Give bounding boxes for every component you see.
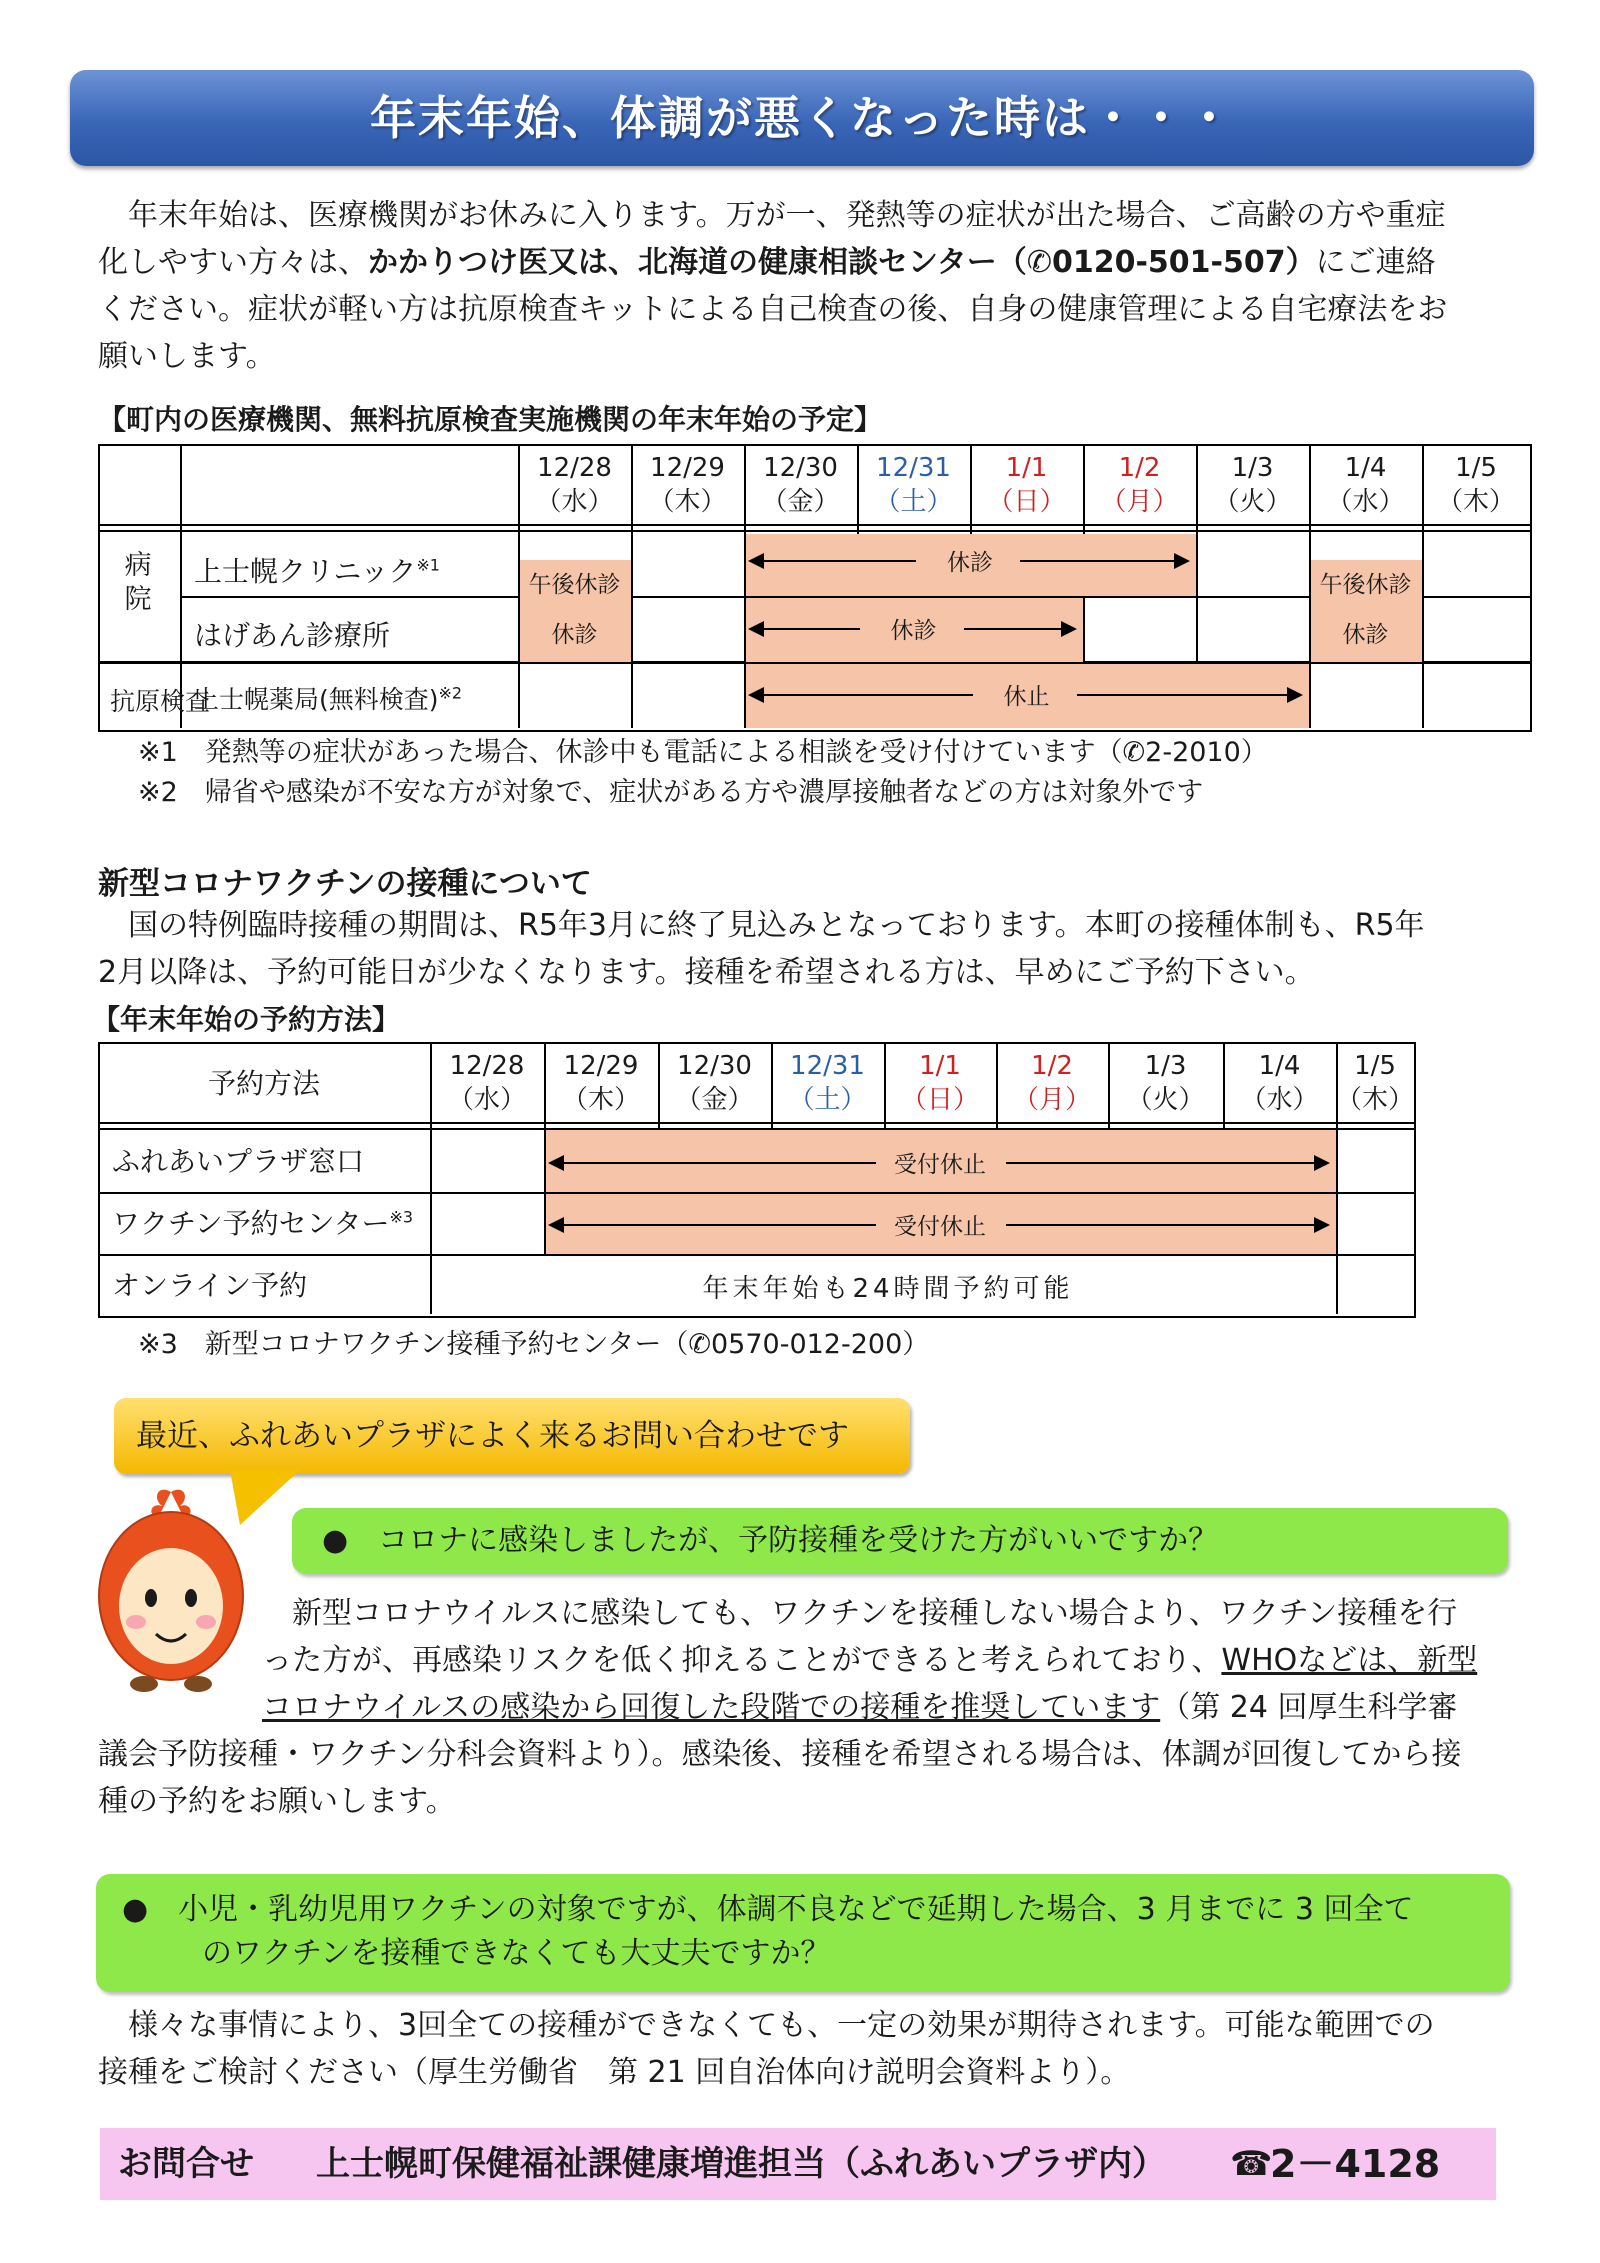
schedule-note-2: ※2 帰省や感染が不安な方が対象で、症状がある方や濃厚接触者などの方は対象外です <box>138 777 1204 808</box>
facility-note-mark: ※1 <box>416 555 440 575</box>
method-name-text: ワクチン予約センター <box>112 1207 390 1240</box>
date-header: 1/1 <box>1005 453 1048 483</box>
schedule-note-1: ※1 発熱等の症状があった場合、休診中も電話による相談を受け付けています（✆2-2010） <box>138 737 1268 768</box>
method-name <box>112 1264 307 1304</box>
date-header: 12/28 <box>449 1051 525 1081</box>
intro-line: 化しやすい方々は、かかりつけ医又は、北海道の健康相談センター（✆0120-501-507）にご連絡 <box>98 245 1436 280</box>
date-header: 1/1 <box>919 1051 961 1081</box>
date-header: 12/31 <box>876 453 951 483</box>
answer-1-bottom: 議会予防接種・ワクチン分科会資料より）。感染後、接種を希望される場合は、体調が回復してから接 種の予約をお願いします。 <box>98 1737 1462 1819</box>
answer-2: 様々な事情により、3回全ての接種ができなくても、一定の効果が期待されます。可能な範囲での 接種をご検討ください（厚生労働省 第 21 回自治体向け説明会資料より）。 <box>98 2008 1435 2090</box>
faq-callout: 最近、ふれあいプラザによく来るお問い合わせです <box>114 1398 910 1474</box>
facility-name-text: はげあん診療所 <box>194 619 391 652</box>
date-header: 1/4 <box>1344 453 1387 483</box>
date-header: 12/30 <box>763 453 838 483</box>
day-header: （水） <box>447 1085 526 1115</box>
arrow-left <box>750 694 973 696</box>
date-header: 1/3 <box>1231 453 1274 483</box>
day-header: （水） <box>1326 487 1405 517</box>
facility-name-text: 上士幌薬局(無料検査) <box>194 685 439 714</box>
method-name-text: ふれあいプラザ窓口 <box>112 1145 365 1178</box>
day-header: （日） <box>987 487 1066 517</box>
arrow-left <box>750 628 860 630</box>
date-header: 12/29 <box>650 453 725 483</box>
date-header: 12/28 <box>537 453 612 483</box>
date-header: 1/3 <box>1144 1051 1187 1081</box>
facility-name <box>194 680 462 716</box>
schedule-heading: 【町内の医療機関、無料抗原検査実施機関の年末年始の予定】 <box>98 403 883 436</box>
table-header-line <box>98 1122 1414 1124</box>
vaccine-heading: 新型コロナワクチンの接種について <box>98 866 592 902</box>
day-header: （金） <box>761 487 840 517</box>
vaccine-paragraph: 国の特例臨時接種の期間は、R5年3月に終了見込みとなっております。本町の接種体制も、R5年 2月以降は、予約可能日が少なくなります。接種を希望される方は、早めにご予約下さい。 <box>98 908 1425 990</box>
date-header: 1/5 <box>1354 1051 1396 1081</box>
day-header: （土） <box>874 487 953 517</box>
arrow-left <box>550 1224 876 1226</box>
phone-icon: ✆ <box>688 1329 711 1360</box>
reception-closed-label: 受付休止 <box>894 1214 986 1240</box>
method-note-mark: ※3 <box>389 1207 414 1227</box>
question-2-bar: ● 小児・乳幼児用ワクチンの対象ですが、体調不良などで延期した場合、3 月までに 3 回全て のワクチンを接種できなくても大丈夫ですか？ <box>96 1874 1510 1992</box>
arrow-right <box>1020 560 1188 562</box>
table-row-line <box>98 1254 1414 1256</box>
day-header: （水） <box>535 487 614 517</box>
mascot-icon <box>86 1484 256 1696</box>
arrow-right <box>1077 694 1302 696</box>
facility-name <box>194 550 440 590</box>
facility-name-text: 上士幌クリニック <box>194 555 417 588</box>
closed-label: 休診 <box>947 550 993 576</box>
date-header: 12/31 <box>790 1051 865 1081</box>
day-header: （日） <box>900 1085 979 1115</box>
intro-line: 願いします。 <box>98 339 276 374</box>
closed-label: 休診 <box>890 618 937 644</box>
closed-label: 休診 <box>1342 622 1389 648</box>
clinic-schedule-table <box>98 444 1530 730</box>
phone-icon: ✆ <box>1122 737 1146 768</box>
phone-icon: ✆ <box>1026 245 1052 280</box>
reservation-table <box>98 1042 1414 1316</box>
intro-paragraph <box>98 192 1538 380</box>
afternoon-closed-label: 午後休診 <box>528 572 621 598</box>
arrow-left <box>550 1162 876 1164</box>
method-name <box>112 1202 413 1242</box>
day-header: （火） <box>1126 1085 1205 1115</box>
contact-footer: お問合せ 上士幌町保健福祉課健康増進担当（ふれあいプラザ内） ☎ 2－4128 <box>100 2128 1496 2200</box>
online-availability: 年末年始も24時間予約可能 <box>702 1274 1074 1304</box>
reservation-note: ※3 新型コロナワクチン接種予約センター（✆0570-012-200） <box>138 1329 930 1360</box>
telephone-icon: ☎ <box>1230 2144 1273 2184</box>
page-title-banner: 年末年始、体調が悪くなった時は・・・ <box>70 70 1534 166</box>
arrow-right <box>1006 1162 1328 1164</box>
reception-closed-label: 受付休止 <box>894 1152 986 1178</box>
table-col-line <box>1336 1256 1338 1260</box>
facility-name <box>194 614 390 654</box>
group-test-label: 抗原検査 <box>110 687 211 716</box>
table-header-line <box>98 524 1530 526</box>
method-name <box>112 1140 364 1180</box>
intro-line: ください。症状が軽い方は抗原検査キットによる自己検査の後、自身の健康管理による自宅療法をお <box>98 292 1448 327</box>
day-header: （月） <box>1100 487 1179 517</box>
date-header: 1/2 <box>1118 453 1161 483</box>
day-header: （月） <box>1012 1085 1091 1115</box>
day-header: （木） <box>648 487 727 517</box>
question-1-bar: ● コロナに感染しましたが、予防接種を受けた方がいいですか？ <box>292 1508 1508 1574</box>
intro-line: 年末年始は、医療機関がお休みに入ります。万が一、発熱等の症状が出た場合、ご高齢の方や重症 <box>98 198 1446 233</box>
day-header: （水） <box>1240 1085 1319 1115</box>
closed-label: 休診 <box>551 622 598 648</box>
day-header: （金） <box>675 1085 754 1115</box>
closed-label: 休止 <box>1003 684 1050 710</box>
afternoon-closed-label: 午後休診 <box>1319 572 1412 598</box>
arrow-right <box>964 628 1076 630</box>
facility-note-mark: ※2 <box>438 683 463 703</box>
date-header: 1/4 <box>1258 1051 1301 1081</box>
method-header: 予約方法 <box>207 1067 320 1100</box>
arrow-right <box>1006 1224 1328 1226</box>
date-header: 1/5 <box>1455 453 1497 483</box>
day-header: （木） <box>1436 487 1515 517</box>
reservation-heading: 【年末年始の予約方法】 <box>92 1003 401 1036</box>
date-header: 12/30 <box>677 1051 752 1081</box>
table-header-line <box>98 530 1530 532</box>
method-name-text: オンライン予約 <box>112 1269 308 1302</box>
day-header: （土） <box>788 1085 867 1115</box>
day-header: （木） <box>1336 1085 1415 1115</box>
date-header: 1/2 <box>1031 1051 1073 1081</box>
arrow-left <box>750 560 916 562</box>
date-header: 12/29 <box>563 1051 639 1081</box>
answer-1-top: 新型コロナウイルスに感染しても、ワクチンを接種しない場合より、ワクチン接種を行 った方が、再感染リスクを低く抑えることができると考えられており、WHOなどは、新型 コロナウイルスの感染から回復した段階での接種を推奨しています（第 24 回厚生科学審 <box>262 1596 1478 1725</box>
group-hospital-label: 病院 <box>124 550 152 615</box>
day-header: （木） <box>561 1085 640 1115</box>
day-header: （火） <box>1213 487 1292 517</box>
